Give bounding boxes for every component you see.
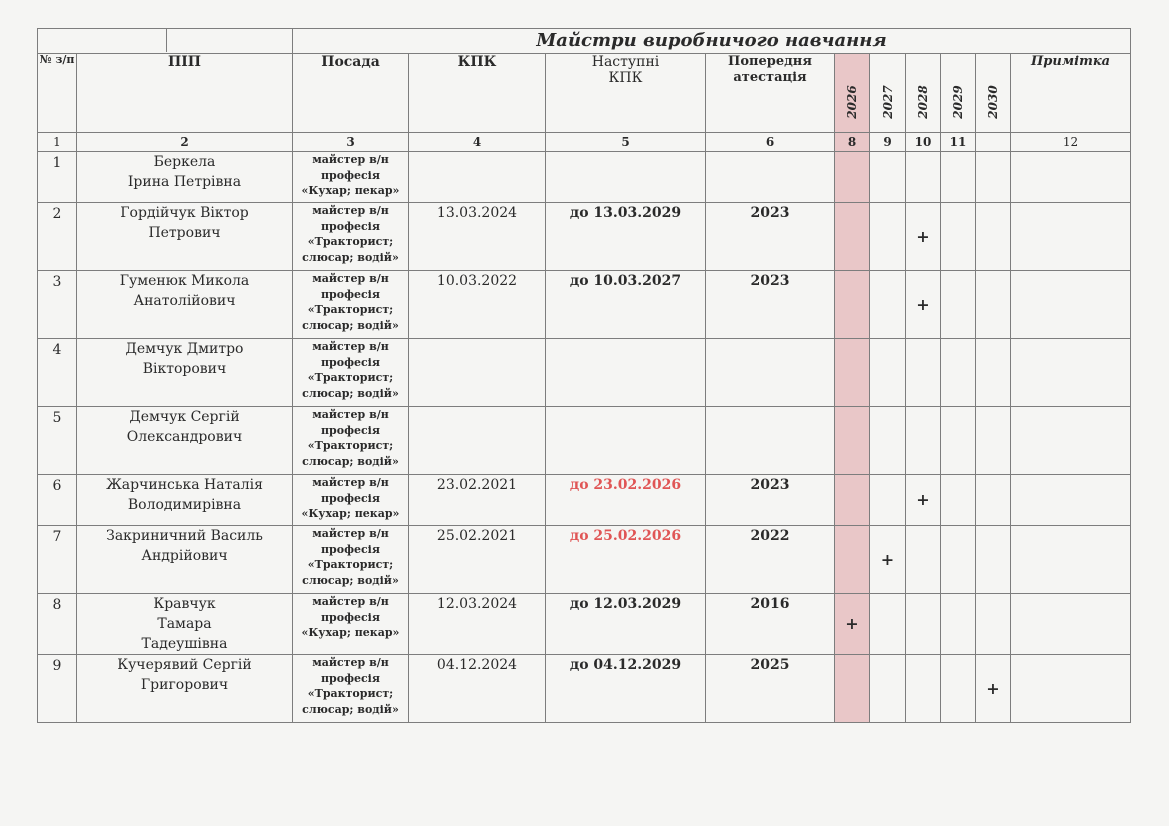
row-position-line: «Тракторист; xyxy=(307,439,394,452)
row-year-2029 xyxy=(941,203,976,271)
header-year-2028 xyxy=(906,54,941,133)
row-year-2027 xyxy=(870,475,906,526)
row-year-2028 xyxy=(906,152,941,203)
row-year-2028 xyxy=(906,526,941,594)
row-position-line: професія xyxy=(320,610,380,624)
row-prev-attest: 2023 xyxy=(706,271,835,339)
row-name-line: Анатолійович xyxy=(133,293,236,309)
row-year-2026 xyxy=(835,407,870,475)
table-row xyxy=(38,339,1131,407)
row-year-2029 xyxy=(941,152,976,203)
row-next-kpk: до 12.03.2029 xyxy=(546,594,706,655)
row-position-line: «Кухар; пекар» xyxy=(301,507,400,520)
row-position xyxy=(293,271,409,339)
col-number: 6 xyxy=(706,133,835,152)
row-year-2027 xyxy=(870,594,906,655)
header-name: ПІП xyxy=(77,54,293,133)
table-row xyxy=(38,594,1131,655)
row-position-line: майстер в/н xyxy=(312,204,389,217)
table-body xyxy=(38,152,1131,723)
row-year-2028: + xyxy=(906,203,941,271)
row-position-line: професія xyxy=(320,671,380,685)
row-name-line: Тадеушівна xyxy=(141,636,228,652)
row-position-line: професія xyxy=(320,287,380,301)
table-title-text: Майстри виробничого навчання xyxy=(536,30,887,51)
year-label-2028: 2028 xyxy=(916,85,930,119)
row-year-2026 xyxy=(835,152,870,203)
row-year-2030 xyxy=(976,594,1011,655)
row-number: 5 xyxy=(38,407,77,475)
row-year-2030: + xyxy=(976,655,1011,723)
row-position-line: слюсар; водій» xyxy=(302,454,399,468)
row-name-line: Вікторович xyxy=(142,361,227,377)
row-name-line: Закриничний Василь xyxy=(106,528,263,544)
row-name-line: Демчук Дмитро xyxy=(125,341,244,357)
row-kpk xyxy=(409,339,546,407)
row-position-line: професія xyxy=(320,168,380,182)
row-prev-attest: 2016 xyxy=(706,594,835,655)
row-position-line: професія xyxy=(320,219,380,233)
row-number: 2 xyxy=(38,203,77,271)
row-name-line: Гордійчук Віктор xyxy=(120,205,249,221)
row-name-line: Тамара xyxy=(157,616,212,632)
row-position xyxy=(293,152,409,203)
row-year-2026 xyxy=(835,339,870,407)
row-year-2027 xyxy=(870,339,906,407)
staff-table xyxy=(37,28,1131,723)
header-year-2030 xyxy=(976,54,1011,133)
col-number: 11 xyxy=(941,133,976,152)
table-row xyxy=(38,475,1131,526)
header-next-kpk xyxy=(546,54,706,133)
row-position xyxy=(293,526,409,594)
row-number: 6 xyxy=(38,475,77,526)
row-name-line: Олександрович xyxy=(126,429,243,445)
row-position-line: слюсар; водій» xyxy=(302,250,399,264)
row-name xyxy=(77,407,293,475)
row-year-2029 xyxy=(941,271,976,339)
header-row xyxy=(38,54,1131,133)
row-next-kpk: до 13.03.2029 xyxy=(546,203,706,271)
header-year-2026 xyxy=(835,54,870,133)
row-year-2028: + xyxy=(906,271,941,339)
row-year-2029 xyxy=(941,339,976,407)
header-kpk: КПК xyxy=(409,54,546,133)
row-year-2026: + xyxy=(835,594,870,655)
table-row xyxy=(38,407,1131,475)
table-title xyxy=(293,29,1131,54)
row-prev-attest: 2025 xyxy=(706,655,835,723)
row-note xyxy=(1011,407,1131,475)
row-year-2030 xyxy=(976,407,1011,475)
row-position-line: «Тракторист; xyxy=(307,371,394,384)
col-number: 10 xyxy=(906,133,941,152)
row-position xyxy=(293,339,409,407)
row-year-2026 xyxy=(835,655,870,723)
row-kpk: 04.12.2024 xyxy=(409,655,546,723)
header-year-2027 xyxy=(870,54,906,133)
row-position-line: «Тракторист; xyxy=(307,303,394,316)
year-label-2029: 2029 xyxy=(951,85,965,119)
row-year-2030 xyxy=(976,271,1011,339)
row-position-line: майстер в/н xyxy=(312,153,389,166)
row-next-kpk xyxy=(546,152,706,203)
row-name-line: Кравчук xyxy=(153,596,216,612)
row-kpk xyxy=(409,152,546,203)
row-name-line: Володимирівна xyxy=(127,497,242,513)
header-num: № з/п xyxy=(38,54,77,133)
row-year-2028 xyxy=(906,655,941,723)
row-name-line: Ірина Петрівна xyxy=(127,174,242,190)
row-note xyxy=(1011,655,1131,723)
row-year-2030 xyxy=(976,475,1011,526)
row-position-line: майстер в/н xyxy=(312,340,389,353)
table-row xyxy=(38,271,1131,339)
row-number: 3 xyxy=(38,271,77,339)
row-year-2029 xyxy=(941,526,976,594)
row-number: 1 xyxy=(38,152,77,203)
row-number: 8 xyxy=(38,594,77,655)
row-year-2029 xyxy=(941,594,976,655)
row-kpk: 25.02.2021 xyxy=(409,526,546,594)
row-position-line: майстер в/н xyxy=(312,595,389,608)
row-position-line: майстер в/н xyxy=(312,527,389,540)
col-number: 3 xyxy=(293,133,409,152)
row-name xyxy=(77,526,293,594)
row-next-kpk: до 04.12.2029 xyxy=(546,655,706,723)
row-year-2028 xyxy=(906,407,941,475)
row-position xyxy=(293,655,409,723)
row-note xyxy=(1011,203,1131,271)
row-position-line: «Кухар; пекар» xyxy=(301,626,400,639)
row-position-line: слюсар; водій» xyxy=(302,318,399,332)
row-position xyxy=(293,203,409,271)
row-name-line: Беркела xyxy=(153,154,216,170)
row-year-2028 xyxy=(906,594,941,655)
row-position-line: «Кухар; пекар» xyxy=(301,184,400,197)
row-position-line: майстер в/н xyxy=(312,656,389,669)
row-kpk: 12.03.2024 xyxy=(409,594,546,655)
row-note xyxy=(1011,475,1131,526)
row-position-line: «Тракторист; xyxy=(307,235,394,248)
table-row xyxy=(38,152,1131,203)
row-kpk xyxy=(409,407,546,475)
row-note xyxy=(1011,594,1131,655)
row-year-2030 xyxy=(976,152,1011,203)
year-label-2026: 2026 xyxy=(845,85,859,119)
row-note xyxy=(1011,339,1131,407)
row-name xyxy=(77,152,293,203)
row-name xyxy=(77,655,293,723)
row-position xyxy=(293,407,409,475)
row-position-line: професія xyxy=(320,355,380,369)
row-position-line: професія xyxy=(320,423,380,437)
header-position: Посада xyxy=(293,54,409,133)
row-next-kpk xyxy=(546,407,706,475)
row-next-kpk: до 25.02.2026 xyxy=(546,526,706,594)
row-name-line: Петрович xyxy=(148,225,221,241)
row-year-2026 xyxy=(835,203,870,271)
row-name-line: Жарчинська Наталія xyxy=(106,477,263,493)
row-name-line: Демчук Сергій xyxy=(129,409,240,425)
row-kpk: 13.03.2024 xyxy=(409,203,546,271)
row-position-line: слюсар; водій» xyxy=(302,573,399,587)
row-year-2027 xyxy=(870,271,906,339)
row-year-2030 xyxy=(976,526,1011,594)
row-kpk: 23.02.2021 xyxy=(409,475,546,526)
row-number: 7 xyxy=(38,526,77,594)
row-year-2027 xyxy=(870,152,906,203)
table-row xyxy=(38,526,1131,594)
col-number: 1 xyxy=(38,133,77,152)
col-number: 12 xyxy=(1011,133,1131,152)
row-prev-attest xyxy=(706,152,835,203)
row-year-2029 xyxy=(941,407,976,475)
header-prev-attest xyxy=(706,54,835,133)
row-number: 4 xyxy=(38,339,77,407)
row-year-2028: + xyxy=(906,475,941,526)
year-label-2030: 2030 xyxy=(986,85,1000,119)
header-prev-attest-text: Попередня атестація xyxy=(728,54,812,85)
row-position-line: майстер в/н xyxy=(312,272,389,285)
row-note xyxy=(1011,271,1131,339)
row-position-line: слюсар; водій» xyxy=(302,386,399,400)
row-year-2026 xyxy=(835,475,870,526)
col-number xyxy=(976,133,1011,152)
row-next-kpk: до 23.02.2026 xyxy=(546,475,706,526)
row-note xyxy=(1011,152,1131,203)
header-next-kpk-text: Наступні КПК xyxy=(591,54,660,86)
row-year-2028 xyxy=(906,339,941,407)
header-year-2029 xyxy=(941,54,976,133)
row-year-2026 xyxy=(835,526,870,594)
row-year-2029 xyxy=(941,655,976,723)
col-number: 4 xyxy=(409,133,546,152)
row-year-2027 xyxy=(870,203,906,271)
table-row xyxy=(38,655,1131,723)
row-name xyxy=(77,203,293,271)
row-prev-attest: 2023 xyxy=(706,475,835,526)
row-note xyxy=(1011,526,1131,594)
row-position xyxy=(293,475,409,526)
row-name-line: Кучерявий Сергій xyxy=(117,657,252,673)
row-position-line: професія xyxy=(320,491,380,505)
row-year-2026 xyxy=(835,271,870,339)
col-number: 9 xyxy=(870,133,906,152)
row-position-line: «Тракторист; xyxy=(307,687,394,700)
row-kpk: 10.03.2022 xyxy=(409,271,546,339)
row-name-line: Гуменюк Микола xyxy=(119,273,250,289)
column-numbers-row xyxy=(38,133,1131,152)
row-number: 9 xyxy=(38,655,77,723)
row-year-2027: + xyxy=(870,526,906,594)
row-year-2030 xyxy=(976,339,1011,407)
row-name-line: Григорович xyxy=(140,677,229,693)
row-prev-attest: 2023 xyxy=(706,203,835,271)
row-name xyxy=(77,339,293,407)
row-prev-attest xyxy=(706,407,835,475)
col-number: 5 xyxy=(546,133,706,152)
row-name xyxy=(77,594,293,655)
row-position-line: професія xyxy=(320,542,380,556)
year-label-2027: 2027 xyxy=(880,85,895,119)
row-year-2027 xyxy=(870,655,906,723)
row-name-line: Андрійович xyxy=(141,548,228,564)
row-year-2027 xyxy=(870,407,906,475)
row-position-line: слюсар; водій» xyxy=(302,702,399,716)
row-prev-attest xyxy=(706,339,835,407)
row-position-line: майстер в/н xyxy=(312,408,389,421)
title-blank xyxy=(38,29,293,54)
table-row xyxy=(38,203,1131,271)
row-position-line: «Тракторист; xyxy=(307,558,394,571)
row-name xyxy=(77,475,293,526)
col-number: 8 xyxy=(835,133,870,152)
col-number: 2 xyxy=(77,133,293,152)
row-prev-attest: 2022 xyxy=(706,526,835,594)
row-position xyxy=(293,594,409,655)
header-note: Примітка xyxy=(1011,54,1131,133)
row-next-kpk xyxy=(546,339,706,407)
row-year-2030 xyxy=(976,203,1011,271)
row-position-line: майстер в/н xyxy=(312,476,389,489)
title-row xyxy=(38,29,1131,54)
row-year-2029 xyxy=(941,475,976,526)
row-name xyxy=(77,271,293,339)
row-next-kpk: до 10.03.2027 xyxy=(546,271,706,339)
